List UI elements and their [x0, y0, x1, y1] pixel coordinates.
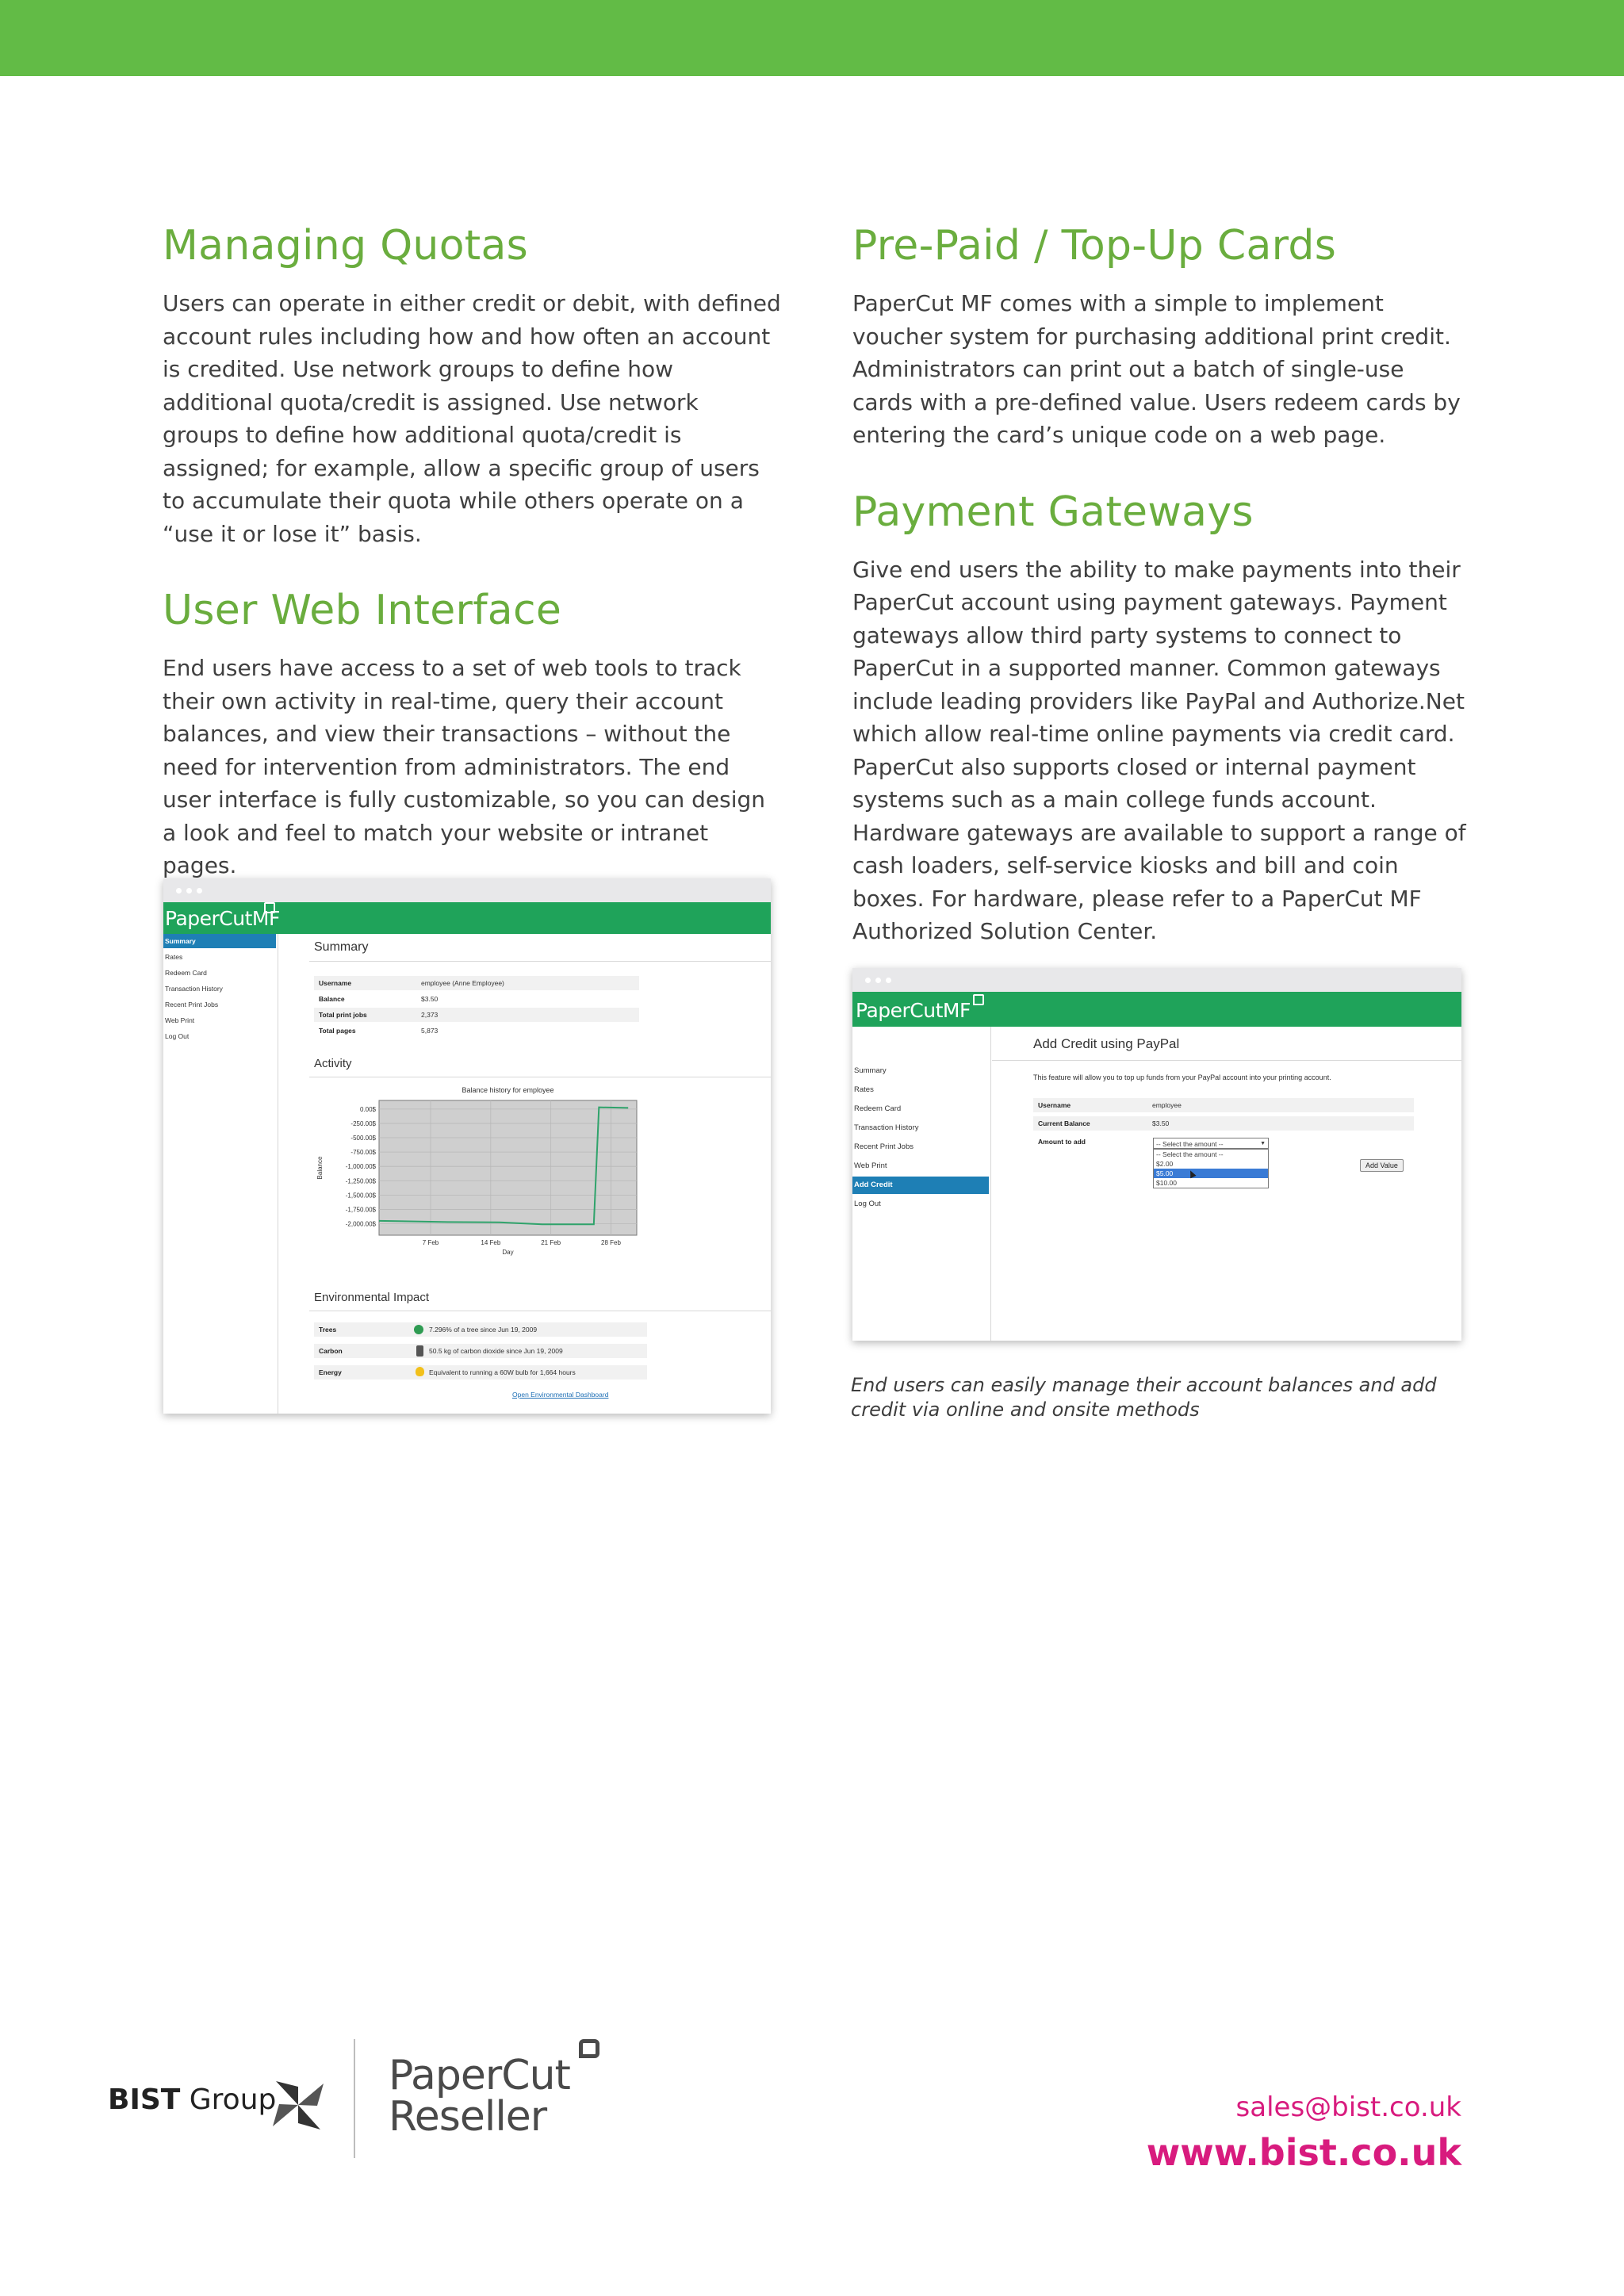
screenshot-caption: End users can easily manage their account balances and add credit via online and onsite methods — [851, 1374, 1437, 1421]
managing-quotas-body: Users can operate in either credit or debit, with defined account rules including how and how often an account is credited. Use network groups to define how additional quota/credit is assigned. Use network groups to define how additional quota/credit is assigned; for example, allow a specific group of users to accumulate their quota while others operate on a “use it or lose it” basis. — [163, 290, 781, 547]
top-green-bar — [0, 0, 1624, 76]
left-column — [163, 222, 781, 882]
papercut-mf-logo: PaperCutMF — [165, 907, 280, 930]
lightbulb-icon — [416, 1367, 424, 1376]
right-column — [852, 222, 1471, 948]
nav-recent-print-jobs[interactable]: Recent Print Jobs — [854, 1142, 914, 1151]
paypal-sidebar — [852, 1027, 991, 1341]
environmental-impact-heading: Environmental Impact — [314, 1291, 430, 1304]
nav-log-out[interactable]: Log Out — [854, 1200, 881, 1208]
x-tick-label: 28 Feb — [601, 1239, 621, 1246]
chart-title: Balance history for employee — [462, 1086, 554, 1094]
summary-row: Username employee (Anne Employee) — [314, 976, 639, 990]
payment-gateways-body: Give end users the ability to make payments into their PaperCut account using payment gateways. Payment gateways allow third party systems to connect to PaperCut in a supported manner. Common gateways include leading providers like PayPal and Authorize.Net which allow real-time online payments via credit card. PaperCut also supports closed or internal payment systems such as a main college funds account. Hardware gateways are available to support a range of cash loaders, self-service kiosks and bill and coin boxes. For hardware, please refer to a PaperCut MF Authorized Solution Center. — [852, 556, 1466, 944]
summary-row: Balance $3.50 — [314, 992, 639, 1006]
y-tick-label: -1,500.00$ — [345, 1192, 376, 1200]
nav-transaction-history[interactable]: Transaction History — [854, 1123, 919, 1132]
summary-screenshot — [163, 878, 771, 1414]
add-credit-heading: Add Credit using PayPal — [1033, 1036, 1180, 1051]
footer-email[interactable]: sales@bist.co.uk — [1235, 2091, 1461, 2123]
bist-pinwheel-logo-icon — [270, 2077, 327, 2133]
papercut-corner-mark-icon — [579, 2039, 599, 2058]
user-web-interface-body: End users have access to a set of web tools to track their own activity in real-time, query their account balances, and view their transactions – without the need for intervention from administrators. The end user interface is fully customizable, so you can design a look and feel to match your website or intranet pages. — [163, 655, 766, 878]
balance-history-chart — [314, 1083, 647, 1273]
window-chrome — [852, 968, 1461, 992]
paypal-row-amount: Amount to add — [1033, 1135, 1414, 1149]
prepaid-cards-body: PaperCut MF comes with a simple to implement voucher system for purchasing additional print credit. Administrators can print out a batch of single-use cards with a pre-defined value. Users redeem cards by entering the card’s unique code on a web page. — [852, 290, 1461, 448]
window-chrome — [163, 878, 771, 902]
y-tick-label: -1,750.00$ — [345, 1206, 376, 1214]
x-tick-label: 14 Feb — [481, 1239, 501, 1246]
nav-redeem-card[interactable]: Redeem Card — [854, 1104, 902, 1113]
paypal-rule — [992, 1060, 1461, 1061]
x-tick-label: 21 Feb — [541, 1239, 561, 1246]
paypal-screenshot — [852, 968, 1461, 1341]
nav-web-print[interactable]: Web Print — [165, 1016, 195, 1024]
amount-option[interactable]: $10.00 — [1156, 1179, 1177, 1187]
bist-group-wordmark: BIST Group — [108, 2084, 277, 2116]
nav-web-print[interactable]: Web Print — [854, 1161, 887, 1170]
summary-rule — [309, 961, 771, 962]
amount-options-list — [1153, 1149, 1269, 1188]
footer-website[interactable]: www.bist.co.uk — [1146, 2131, 1461, 2174]
nav-log-out[interactable]: Log Out — [165, 1032, 190, 1040]
nav-summary[interactable]: Summary — [854, 1066, 887, 1075]
activity-heading: Activity — [314, 1057, 352, 1070]
amount-option[interactable]: -- Select the amount -- — [1156, 1150, 1224, 1158]
papercut-mf-logo: PaperCutMF — [856, 999, 971, 1022]
papercut-reseller-logo: PaperCut Reseller — [389, 2052, 570, 2141]
payment-gateways-title: Payment Gateways — [852, 488, 1254, 536]
managing-quotas-title: Managing Quotas — [163, 222, 529, 270]
y-tick-label: -1,000.00$ — [345, 1163, 376, 1171]
amount-option-selected[interactable]: $5.00 — [1154, 1169, 1268, 1178]
nav-recent-print-jobs[interactable]: Recent Print Jobs — [165, 1001, 219, 1008]
x-axis-label: Day — [502, 1249, 514, 1256]
chevron-down-icon: ▼ — [1260, 1141, 1266, 1146]
y-axis-label: Balance — [316, 1156, 324, 1180]
paypal-row-username: Username employee — [1033, 1098, 1414, 1112]
nav-rates[interactable]: Rates — [854, 1085, 874, 1094]
add-value-button[interactable]: Add Value — [1360, 1159, 1404, 1172]
nav-transaction-history[interactable]: Transaction History — [165, 985, 223, 993]
nav-rates[interactable]: Rates — [165, 953, 183, 961]
nav-redeem-card[interactable]: Redeem Card — [165, 969, 207, 977]
summary-row: Total print jobs 2,373 — [314, 1008, 639, 1022]
y-tick-label: -750.00$ — [350, 1149, 376, 1157]
summary-heading: Summary — [314, 940, 369, 954]
y-tick-label: -500.00$ — [350, 1135, 376, 1142]
y-tick-label: -1,250.00$ — [345, 1177, 376, 1185]
amount-option[interactable]: $2.00 — [1156, 1160, 1174, 1168]
env-row-carbon: Carbon 50.5 kg of carbon dioxide since Jun 19, 2009 — [314, 1344, 647, 1358]
barrel-icon — [416, 1345, 423, 1357]
summary-sidebar — [163, 934, 278, 1414]
paypal-intro: This feature will allow you to top up funds from your PayPal account into your printing account. — [1033, 1073, 1331, 1081]
y-tick-label: -2,000.00$ — [345, 1220, 376, 1228]
x-tick-label: 7 Feb — [422, 1239, 439, 1246]
papercut-header-band — [163, 902, 771, 934]
nav-add-credit[interactable]: Add Credit — [852, 1177, 989, 1194]
amount-select[interactable]: -- Select the amount -- ▼ — [1153, 1138, 1269, 1149]
env-row-trees: Trees 7.296% of a tree since Jun 19, 2009 — [314, 1322, 647, 1337]
prepaid-cards-title: Pre-Paid / Top-Up Cards — [852, 222, 1337, 270]
user-web-interface-title: User Web Interface — [163, 587, 562, 634]
papercut-header-band — [852, 992, 1461, 1027]
y-tick-label: -250.00$ — [350, 1119, 376, 1127]
footer-divider — [354, 2039, 355, 2158]
paypal-row-balance: Current Balance $3.50 — [1033, 1116, 1414, 1131]
summary-row: Total pages 5,873 — [314, 1024, 639, 1038]
env-row-energy: Energy Equivalent to running a 60W bulb for 1,664 hours — [314, 1365, 647, 1380]
nav-summary[interactable]: Summary — [163, 934, 276, 948]
open-environmental-dashboard-link[interactable]: Open Environmental Dashboard — [512, 1391, 609, 1399]
tree-icon — [414, 1325, 423, 1334]
y-tick-label: 0.00$ — [359, 1105, 376, 1113]
